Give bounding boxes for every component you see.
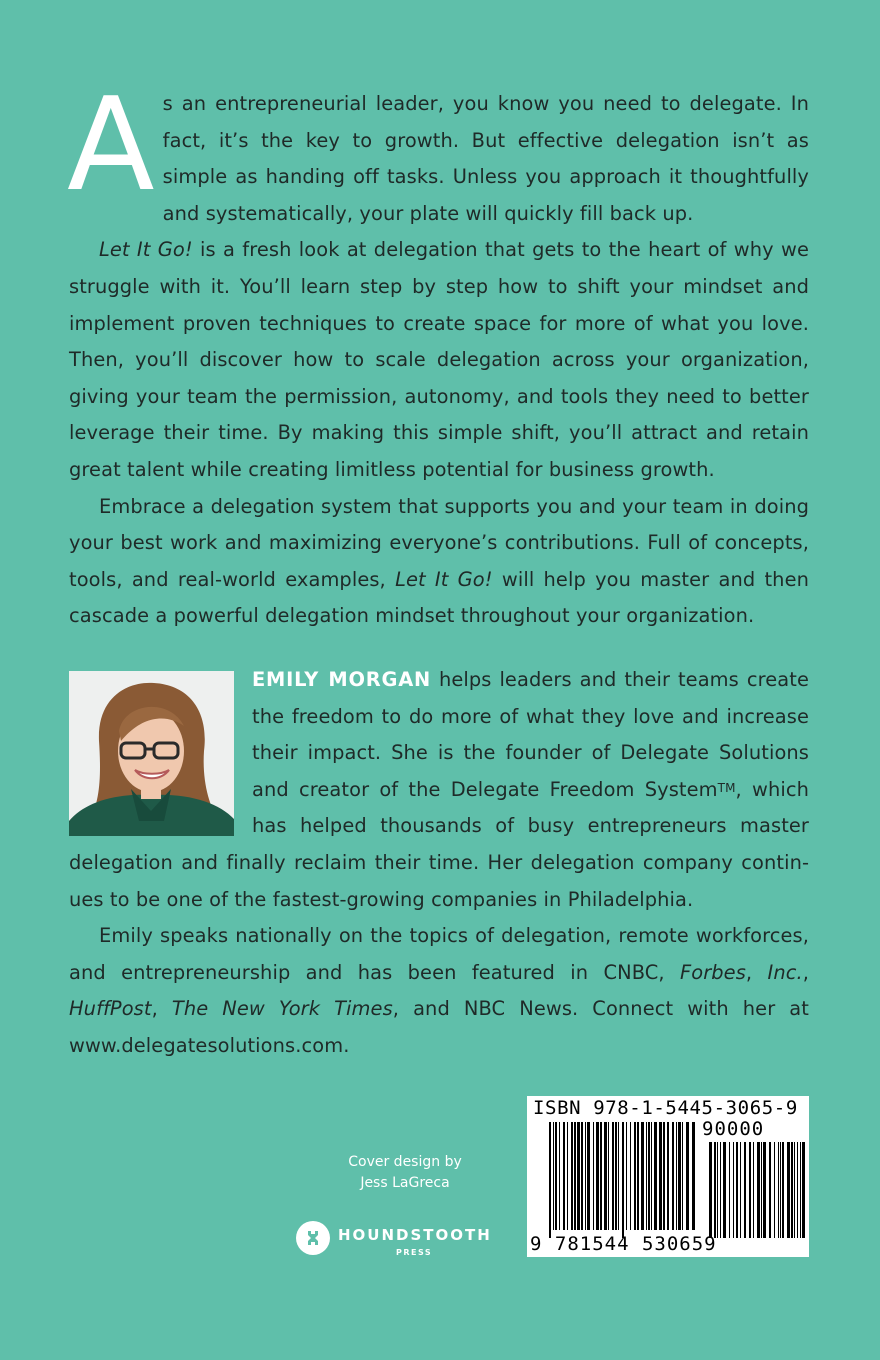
inc-italic: Inc. [767, 960, 803, 984]
separator: , [151, 997, 172, 1021]
nyt-italic: The New York Times [171, 997, 393, 1021]
huffpost-italic: HuffPost [69, 997, 152, 1021]
author-bio-a: helps leaders and their teams create the freedom to do more of what they love and increase their impact. She is the founder of Delegate Solutions and creator of the Delegate Freedom System [252, 668, 809, 801]
cover-credit [330, 1152, 480, 1194]
drop-cap: A [67, 71, 155, 220]
blurb-paragraph-3 [69, 489, 809, 635]
price-code: 90000 [702, 1118, 765, 1140]
blurb-p1-text: s an entrepreneurial leader, you know you need to delegate. In fact, it’s the key to growth. But effective delegation isn’t as simple as handing off tasks. Unless you approach it thoughtfully and systematically, your plate will quickly fill back up. [162, 92, 809, 225]
forbes-italic: Forbes [679, 960, 746, 984]
credit-line-1: Cover design by [348, 1154, 462, 1170]
credit-line-2: Jess LaGreca [360, 1175, 450, 1191]
blurb-paragraph-1 [67, 71, 809, 232]
author-portrait-image [69, 671, 234, 836]
ean-number: 9 781544 530659 [530, 1233, 717, 1255]
author-name: EMILY MORGAN [252, 668, 432, 691]
author-bio [69, 662, 809, 1065]
book-title-italic: Let It Go! [99, 238, 193, 262]
separator: , [802, 960, 810, 984]
publisher-subtitle: PRESS [396, 1248, 433, 1257]
separator: , [745, 960, 768, 984]
book-blurb [67, 71, 809, 635]
isbn-barcode [527, 1096, 809, 1257]
blurb-p3-text-b: will help you master and then cascade a powerful delegation mindset throughout your organization. [69, 567, 809, 628]
author-p2-b: , and NBC News. Connect with her at www.delegatesolutions.com. [69, 997, 809, 1057]
isbn-number: ISBN 978-1-5445-3065-9 [533, 1097, 798, 1119]
trademark-symbol: TM [717, 780, 736, 795]
houndstooth-logo-icon [296, 1221, 330, 1255]
book-title-italic: Let It Go! [395, 567, 493, 591]
blurb-p3-text-a: Embrace a delegation system that supports you and your team in doing your best work and maximizing everyone’s contributions. Full of concepts, tools, and real-world examples, [69, 494, 809, 591]
author-photo [69, 671, 234, 836]
blurb-paragraph-2 [69, 232, 809, 488]
author-bio-b: , which has helped thousands of busy entrepreneurs master delegation and finally reclaim their time. Her delegation company continues to be one of the fastest-growing companies in Philadelphia. [69, 777, 809, 911]
publisher-logo [296, 1220, 496, 1260]
publisher-name: HOUNDSTOOTH [338, 1226, 492, 1244]
author-paragraph-2 [69, 918, 809, 1064]
blurb-p2-text: is a fresh look at delegation that gets to the heart of why we struggle with it. You’ll learn step by step how to shift your mindset and implement proven techniques to create space for more of what you love. Then, you’ll discover how to scale delegation across your organization, giving your team the permission, autonomy, and tools they need to better leverage their time. By making this simple shift, you’ll attract and retain great talent while creating limitless potential for business growth. [69, 238, 809, 481]
author-p2-a: Emily speaks nationally on the topics of delegation, remote workforces, and entrepreneurship and has been featured in CNBC, [69, 924, 809, 984]
